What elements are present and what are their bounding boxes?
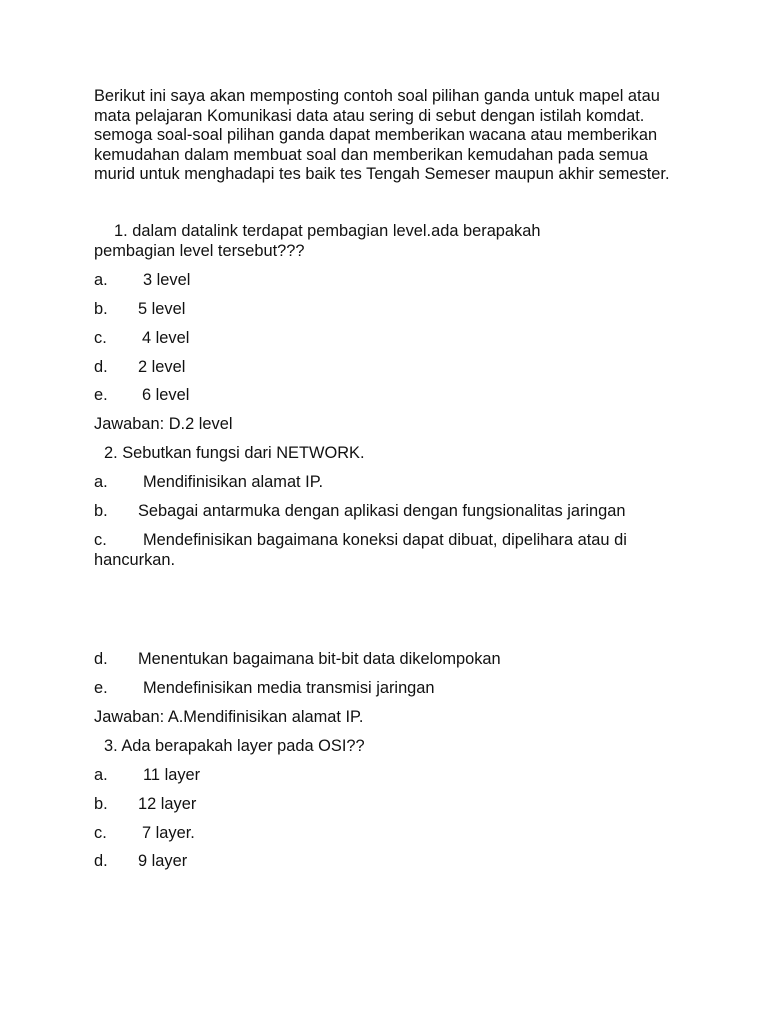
option-letter: d. [94, 649, 108, 668]
option-letter: a. [94, 473, 108, 492]
option-1d [94, 358, 684, 378]
document-page [94, 87, 684, 872]
option-1e [94, 386, 684, 406]
option-text: Sebagai antarmuka dengan aplikasi dengan fungsionalitas jaringan [138, 502, 626, 521]
option-letter: a. [94, 765, 108, 784]
option-1b [94, 300, 684, 320]
option-letter: c. [94, 531, 107, 550]
question-2 [94, 444, 684, 464]
option-3c [94, 824, 684, 844]
option-text: 2 level [138, 357, 186, 376]
option-letter: c. [94, 328, 107, 347]
option-text: 7 layer. [142, 823, 195, 842]
option-text: 9 layer [138, 852, 188, 871]
option-letter: b. [94, 299, 108, 318]
option-letter: b. [94, 502, 108, 521]
option-text: 12 layer [138, 794, 197, 813]
question-3-text: 3. Ada berapakah layer pada OSI?? [104, 736, 365, 755]
answer-1: Jawaban: D.2 level [94, 415, 233, 434]
option-2a [94, 473, 684, 493]
question-3 [94, 737, 684, 757]
option-text: 4 level [142, 328, 190, 347]
option-1a [94, 271, 684, 291]
question-2-text: 2. Sebutkan fungsi dari NETWORK. [104, 444, 365, 463]
option-letter: b. [94, 794, 108, 813]
option-letter: a. [94, 270, 108, 289]
option-2b [94, 502, 684, 522]
question-1 [94, 222, 684, 261]
option-3a [94, 766, 684, 786]
question-1-text: dalam datalink terdapat pembagian level.ada berapakah [132, 221, 541, 240]
answer-2: Jawaban: A.Mendifinisikan alamat IP. [94, 707, 364, 726]
question-1-text-continued: pembagian level tersebut??? [94, 241, 305, 260]
option-text: Mendefinisikan media transmisi jaringan [143, 678, 435, 697]
option-text: Mendefinisikan bagaimana koneksi dapat dibuat, dipelihara atau di hancurkan. [94, 531, 627, 569]
option-text: 11 layer [143, 765, 201, 784]
option-text: Menentukan bagaimana bit-bit data dikelompokan [138, 649, 501, 668]
option-text: 5 level [138, 299, 186, 318]
question-1-number: 1. [114, 221, 128, 240]
option-letter: e. [94, 678, 108, 697]
option-2d [94, 650, 684, 670]
option-letter: d. [94, 852, 108, 871]
option-1c [94, 329, 684, 349]
intro-paragraph: Berikut ini saya akan memposting contoh soal pilihan ganda untuk mapel atau mata pelajaran Komunikasi data atau sering di sebut dengan istilah komdat. semoga soal-soal pilihan ganda dapat memberikan wacana atau memberikan kemudahan dalam membuat soal dan memberikan kemudahan pada semua murid untuk menghadapi tes baik tes Tengah Semeser maupun akhir semester. [94, 87, 670, 184]
option-text: 3 level [143, 270, 191, 289]
option-2e [94, 679, 684, 699]
option-2c [94, 531, 684, 570]
option-text: 6 level [142, 386, 190, 405]
option-letter: c. [94, 823, 107, 842]
option-3d [94, 852, 684, 872]
option-letter: e. [94, 386, 108, 405]
option-letter: d. [94, 357, 108, 376]
option-3b [94, 795, 684, 815]
option-text: Mendifinisikan alamat IP. [143, 473, 324, 492]
